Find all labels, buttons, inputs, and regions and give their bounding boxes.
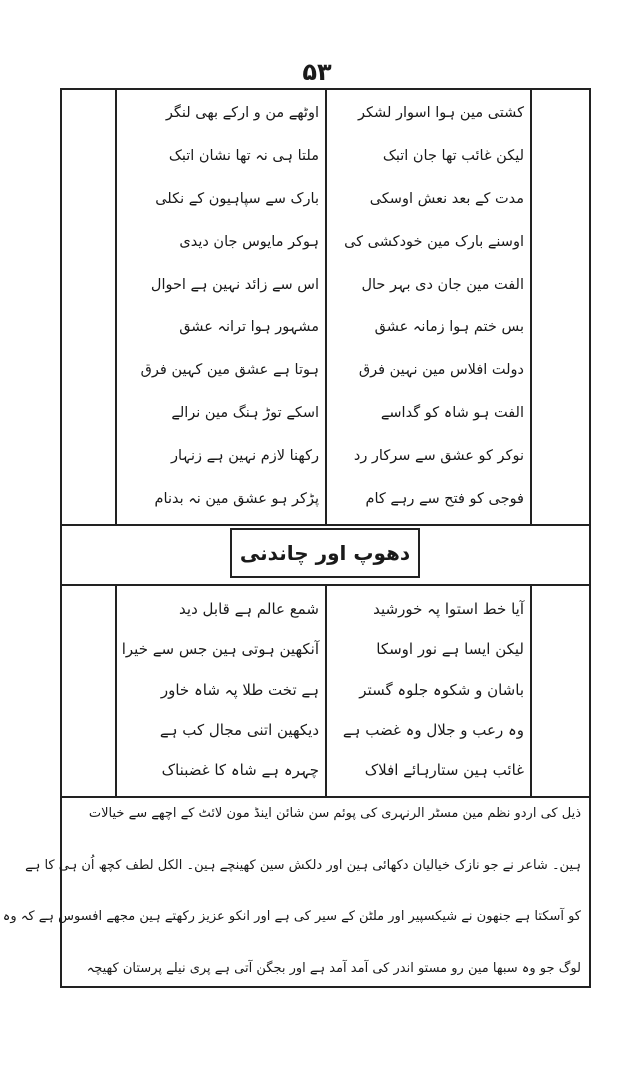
verse-line: مشہور ہوا ترانہ عشق xyxy=(179,319,319,336)
verse-line: رکھنا لازم نہین ہے زنہار xyxy=(171,448,319,464)
verse-line: غائب ہین ستارہائے افلاک xyxy=(364,761,524,779)
top-left-column xyxy=(121,104,319,509)
page-number: ۵۳ xyxy=(302,58,332,86)
footnote xyxy=(2,806,581,976)
top-right-column xyxy=(332,104,524,509)
verse-line: آنکھین ہوتی ہین جس سے خیرا xyxy=(121,640,319,659)
verse-line: بارک سے سپاہیون کے نکلی xyxy=(155,190,319,207)
margin-line-left xyxy=(115,584,117,796)
column-divider xyxy=(325,90,327,524)
verse-line: لیکن غائب تھا جان اتبک xyxy=(382,147,524,164)
verse-line: شمع عالم ہے قابل دید xyxy=(179,600,319,618)
verse-line: دیکھین اتنی مجال کب ہے xyxy=(159,720,319,739)
verse-line: کشتی مین ہوا اسوار لشکر xyxy=(358,105,524,121)
column-divider xyxy=(325,584,327,796)
footnote-line: ذیل کی اردو نظم مین مسٹر الرنہری کی پوئم سن شائن اینڈ مون لائٹ کے اچھے سے خیالات xyxy=(88,806,581,821)
verse-line: چہرہ ہے شاہ کا غضبناک xyxy=(161,761,319,779)
verse-line: ہوکر مایوس جان دیدی xyxy=(179,233,319,250)
verse-line: اسکے توڑ ہنگ مین نرالے xyxy=(171,405,319,422)
margin-line-right xyxy=(530,584,532,796)
section-title: دھوپ اور چاندنی xyxy=(230,528,420,578)
verse-line: دولت افلاس مین نہین فرق xyxy=(358,362,524,379)
verse-line: باشان و شکوہ جلوہ گستر xyxy=(359,680,524,699)
verse-line: ہوتا ہے عشق مین کہین فرق xyxy=(140,362,319,379)
verse-line: نوکر کو عشق سے سرکار رد xyxy=(353,448,524,464)
margin-line-right xyxy=(530,90,532,524)
title-band xyxy=(62,524,589,586)
verse-line: اس سے زائد نہین ہے احوال xyxy=(150,276,319,293)
verse-line: پڑکر ہو عشق مین نہ بدنام xyxy=(154,490,319,507)
top-verse-section xyxy=(62,90,589,526)
margin-line-left xyxy=(115,90,117,524)
verse-line: وہ رعب و جلال وہ غضب ہے xyxy=(342,720,524,739)
footnote-line: کو آسکتا ہے جنھون نے شیکسپیر اور ملٹن کے سیر کی ہے اور انکو عزیز رکھتے ہین مجھے افسوس ہے کہ وہ xyxy=(2,909,581,925)
footnote-line: ہین۔ شاعر نے جو نازک خیالیان دکھائی ہین اور دلکش سین کھینچے ہین۔ الکل لطف کچھ اُن ہی کا ہے xyxy=(25,857,581,873)
verse-line: لیکن ایسا ہے نور اوسکا xyxy=(376,640,524,659)
verse-line: مدت کے بعد نعش اوسکی xyxy=(369,190,524,207)
bottom-right-column xyxy=(332,600,524,780)
verse-line: الفت مین جان دی بہر حال xyxy=(361,276,524,293)
verse-line: اوٹھے من و ارکے بھی لنگر xyxy=(165,105,319,121)
verse-line: آیا خط استوا پہ خورشید xyxy=(373,600,524,618)
footnote-line: لوگ جو وہ سبھا مین رو مستو اندر کی آمد آمد ہے اور بجگن آتی ہے پری نیلے پرستان کھیچہ xyxy=(86,960,581,976)
verse-line: بس ختم ہوا زمانہ عشق xyxy=(374,319,524,336)
verse-line: فوجی کو فتح سے رہے کام xyxy=(365,490,524,507)
verse-line: الفت ہو شاہ کو گداسے xyxy=(380,405,524,422)
bottom-left-column xyxy=(121,600,319,780)
bottom-verse-section xyxy=(62,584,589,798)
page-frame xyxy=(2,88,591,988)
verse-line: ملتا ہی نہ تھا نشان اتبک xyxy=(168,147,319,164)
verse-line: اوسنے بارک مین خودکشی کی xyxy=(344,233,524,250)
verse-line: ہے تخت طلا پہ شاہ خاور xyxy=(160,680,319,699)
